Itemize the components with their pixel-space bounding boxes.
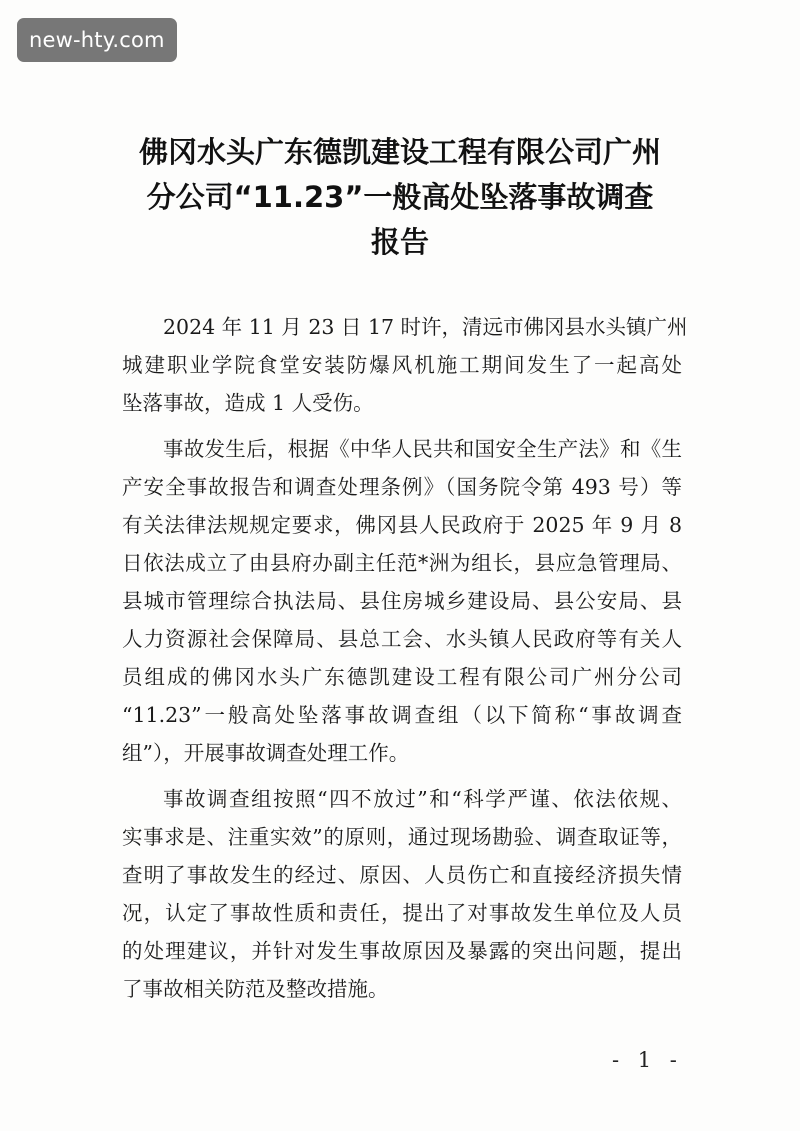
- text-line: 坠落事故，造成 1 人受伤。: [122, 391, 374, 415]
- text-line: 的处理建议，并针对发生事故原因及暴露的突出问题，提出: [122, 939, 682, 963]
- document-title: [100, 130, 700, 265]
- text-line: “11.23”一般高处坠落事故调查组（以下简称“事故调查: [122, 703, 682, 727]
- text-line: 况，认定了事故性质和责任，提出了对事故发生单位及人员: [122, 901, 682, 925]
- title-line: 分公司“11.23”一般高处坠落事故调查: [146, 180, 654, 214]
- paragraph: [122, 308, 688, 422]
- text-line: 有关法律法规规定要求，佛冈县人民政府于 2025 年 9 月 8: [122, 513, 682, 537]
- text-line: 2024 年 11 月 23 日 17 时许，清远市佛冈县水头镇广州: [163, 315, 688, 339]
- text-line: 组”），开展事故调查处理工作。: [122, 741, 410, 765]
- watermark-label: new-hty.com: [17, 18, 177, 62]
- text-line: 了事故相关防范及整改措施。: [122, 977, 389, 1001]
- text-line: 事故调查组按照“四不放过”和“科学严谨、依法依规、: [163, 787, 682, 811]
- title-line: 佛冈水头广东德凯建设工程有限公司广州: [138, 135, 661, 169]
- text-line: 事故发生后，根据《中华人民共和国安全生产法》和《生: [163, 437, 682, 461]
- text-line: 查明了事故发生的经过、原因、人员伤亡和直接经济损失情: [122, 863, 682, 887]
- text-line: 县城市管理综合执法局、县住房城乡建设局、县公安局、县: [122, 589, 682, 613]
- paragraph: [122, 780, 682, 1008]
- text-line: 日依法成立了由县府办副主任范*洲为组长，县应急管理局、: [122, 551, 682, 575]
- text-line: 城建职业学院食堂安装防爆风机施工期间发生了一起高处: [122, 353, 682, 377]
- title-line: 报告: [370, 225, 429, 259]
- document-body: [122, 308, 688, 1016]
- text-line: 实事求是、注重实效”的原则，通过现场勘验、调查取证等，: [122, 825, 682, 849]
- text-line: 人力资源社会保障局、县总工会、水头镇人民政府等有关人: [122, 627, 682, 651]
- text-line: 产安全事故报告和调查处理条例》（国务院令第 493 号）等: [122, 475, 682, 499]
- text-line: 员组成的佛冈水头广东德凯建设工程有限公司广州分公司: [122, 665, 682, 689]
- page-number: - 1 -: [612, 1048, 683, 1072]
- paragraph: [122, 430, 682, 772]
